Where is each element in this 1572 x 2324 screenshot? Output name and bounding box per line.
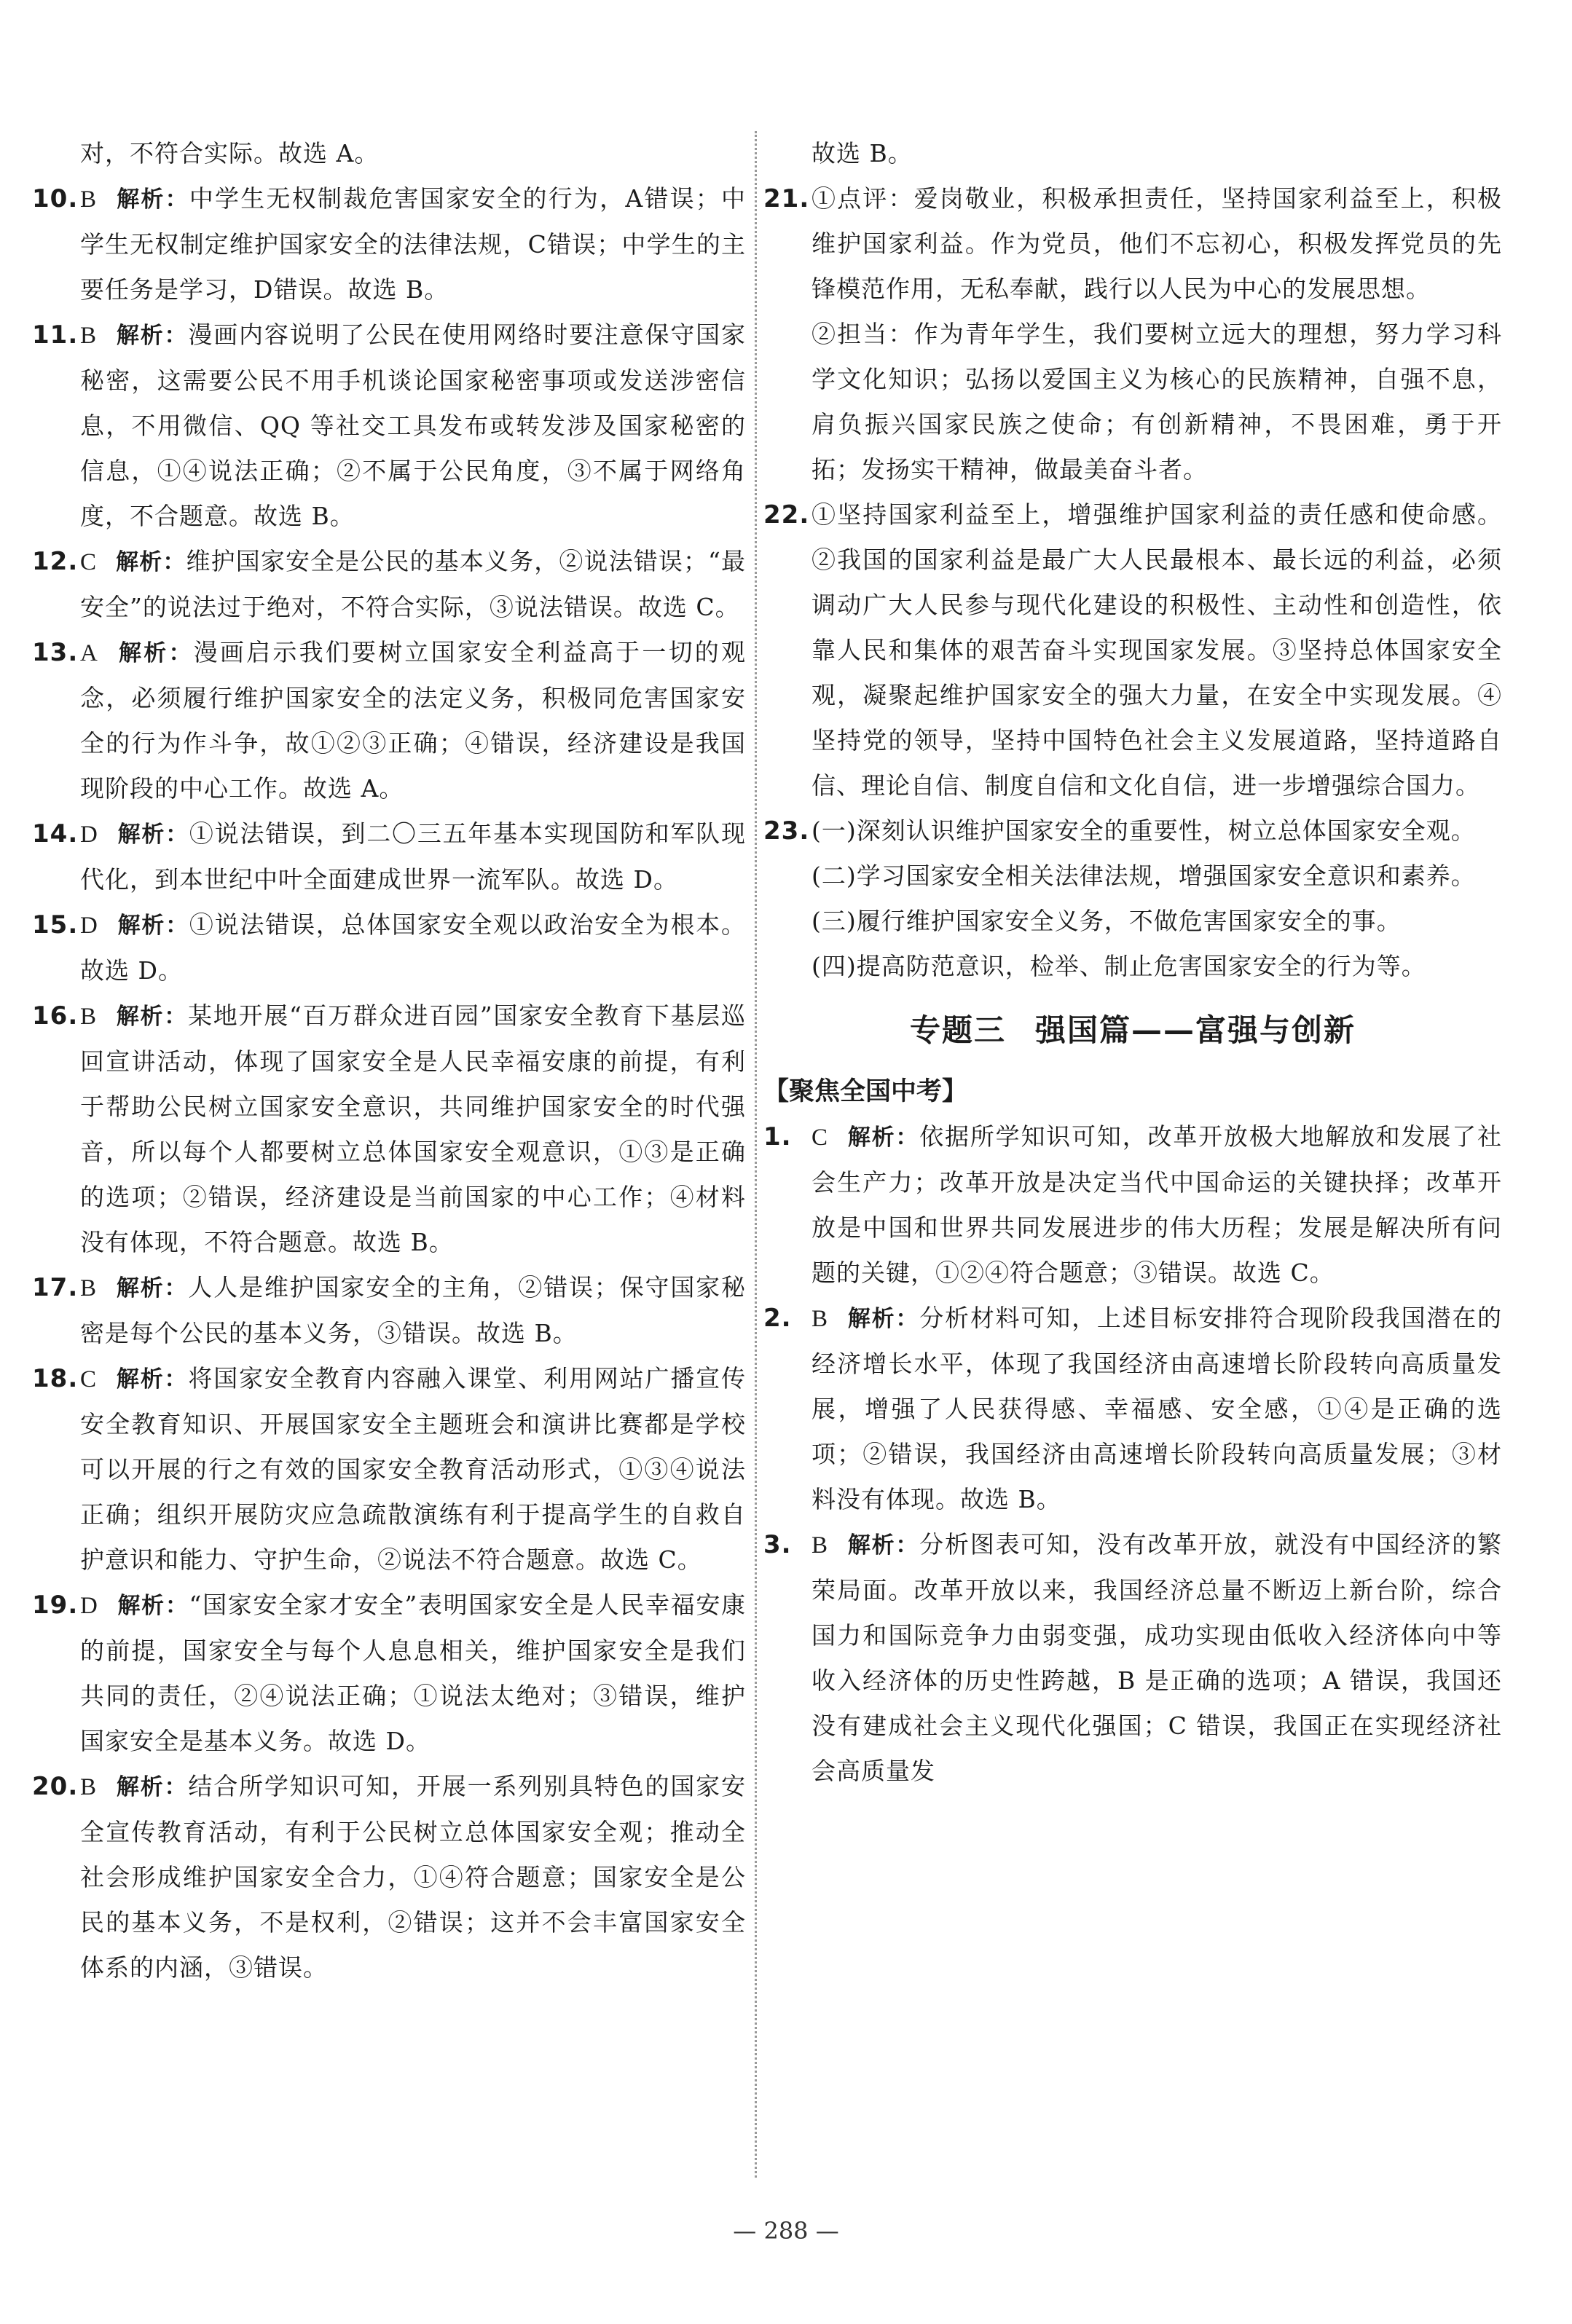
answer-letter: B [80,186,98,213]
answer-letter: B [80,1275,98,1301]
analysis-text: 分析材料可知，上述目标安排符合现阶段我国潜在的经济增长水平，体现了我国经济由高速增长阶段转向高质量发展，增强了人民获得感、幸福感、安全感，①④是正确的选项；②错误，我国经济由高速增长阶段转向高质量发展；③材料没有体现。故选 B。 [811,1304,1503,1513]
answer-paragraph: ①点评：爱岗敬业，积极承担责任，坚持国家利益至上，积极维护国家利益。作为党员，他们不忘初心，积极发挥党员的先锋模范作用，无私奉献，践行以人民为中心的发展思想。 [811,184,1502,303]
item-number: 11. [32,320,79,350]
analysis-text: 漫画启示我们要树立国家安全利益高于一切的观念，必须履行维护国家安全的法定义务，积极同危害国家安全的行为作斗争，故①②③正确；④错误，经济建设是我国现阶段的中心工作。故选 A。 [80,638,746,803]
answer-item [32,630,746,811]
answer-letter: D [80,822,98,848]
section-number: 专题三 [909,1012,1006,1048]
item-number: 23. [763,816,810,846]
analysis-label: 解析： [116,1366,189,1393]
item-number: 19. [32,1591,79,1620]
item-number: 13. [32,638,79,667]
answer-item [32,1265,746,1356]
answer-paragraph: (四)提高防范意识，检举、制止危害国家安全的行为等。 [811,952,1426,980]
analysis-label: 解析： [117,913,189,939]
analysis-label: 解析： [847,1124,920,1151]
answer-paragraph: (二)学习国家安全相关法律法规，增强国家安全意识和素养。 [811,862,1476,890]
item-number: 18. [32,1364,79,1393]
answer-item [763,1296,1502,1522]
answer-item [32,811,746,902]
continued-text: 对，不符合实际。故选 A。 [80,139,380,168]
analysis-text: 中学生无权制裁危害国家安全的行为，A错误；中学生无权制定维护国家安全的法律法规，C错误；中学生的主要任务是学习，D错误。故选 B。 [80,184,746,304]
item-number: 14. [32,819,79,848]
analysis-text: 人人是维护国家安全的主角，②错误；保守国家秘密是每个公民的基本义务，③错误。故选 B。 [80,1273,747,1347]
answer-paragraph: (三)履行维护国家安全义务，不做危害国家安全的事。 [811,907,1402,935]
answer-letter: C [811,1124,829,1151]
analysis-label: 解析： [116,1774,189,1800]
right-column [763,131,1502,1794]
analysis-text: 维护国家安全是公民的基本义务，②说法错误；“最安全”的说法过于绝对，不符合实际，③说法错误。故选 C。 [80,547,746,621]
item-number: 15. [32,910,79,940]
answer-item [32,539,746,630]
column-divider [755,131,757,2178]
analysis-label: 解析： [117,640,194,666]
answer-letter: A [80,640,98,666]
answer-item [32,312,746,539]
answer-letter: C [80,1366,98,1393]
left-column [32,131,746,1990]
item-number: 3. [763,1530,792,1559]
item-number: 2. [763,1304,792,1333]
answer-letter: B [80,1004,98,1030]
answer-item [32,993,746,1265]
item-number: 20. [32,1772,79,1801]
analysis-text: ①说法错误，到二〇三五年基本实现国防和军队现代化，到本世纪中叶全面建成世界一流军队。故选 D。 [80,819,747,894]
analysis-label: 解析： [116,549,186,575]
answer-item [32,902,746,993]
item-number: 16. [32,1001,79,1031]
continued-text: 故选 B。 [811,139,913,168]
item-number: 22. [763,500,810,529]
analysis-text: 依据所学知识可知，改革开放极大地解放和发展了社会生产力；改革开放是决定当代中国命运的关键抉择；改革开放是中国和世界共同发展进步的伟大历程；发展是解决所有问题的关键，①②④符合题意；③错误。故选 C。 [811,1122,1503,1287]
analysis-text: 分析图表可知，没有改革开放，就没有中国经济的繁荣局面。改革开放以来，我国经济总量不断迈上新台阶，综合国力和国际竞争力由弱变强，成功实现由低收入经济体向中等收入经济体的历史性跨越，B 是正确的选项；A 错误，我国还没有建成社会主义现代化强国；C 错误，我国正在实现经济社会高质量发 [811,1530,1503,1785]
analysis-text: 将国家安全教育内容融入课堂、利用网站广播宣传安全教育知识、开展国家安全主题班会和演讲比赛都是学校可以开展的行之有效的国家安全教育活动形式，①③④说法正确；组织开展防灾应急疏散演练有利于提高学生的自救自护意识和能力、守护生命，②说法不符合题意。故选 C。 [80,1364,747,1574]
analysis-text: 结合所学知识可知，开展一系列别具特色的国家安全宣传教育活动，有利于公民树立总体国家安全观；推动全社会形成维护国家安全合力，①④符合题意；国家安全是公民的基本义务，不是权利，②错误；这并不会丰富国家安全体系的内涵，③错误。 [80,1772,747,1982]
answer-item [32,1356,746,1583]
answer-paragraph: ①坚持国家利益至上，增强维护国家利益的责任感和使命感。②我国的国家利益是最广大人民最根本、最长远的利益，必须调动广大人民参与现代化建设的积极性、主动性和创造性，依靠人民和集体的艰苦奋斗实现国家发展。③坚持总体国家安全观，凝聚起维护国家安全的强大力量，在安全中实现发展。④坚持党的领导，坚持中国特色社会主义发展道路，坚持道路自信、理论自信、制度自信和文化自信，进一步增强综合国力。 [811,500,1502,800]
answer-item [32,1583,746,1764]
page-number: — 288 — [733,2217,839,2245]
answer-paragraph: ②担当：作为青年学生，我们要树立远大的理想，努力学习科学文化知识；弘扬以爱国主义为核心的民族精神，自强不息，肩负振兴国家民族之使命；有创新精神，不畏困难，勇于开拓；发扬实干精神，做最美奋斗者。 [811,320,1502,484]
answer-paragraph: (一)深刻认识维护国家安全的重要性，树立总体国家安全观。 [811,816,1476,845]
answer-item [32,1764,746,1990]
item-number: 12. [32,547,79,576]
item-number: 10. [32,184,79,213]
answer-item [763,492,1502,808]
analysis-label: 解析： [116,1275,189,1301]
answer-item [763,176,1502,492]
analysis-label: 解析： [847,1532,920,1559]
answer-item [763,1522,1502,1794]
analysis-label: 解析： [116,323,189,349]
answer-letter: B [80,1774,98,1800]
analysis-label: 解析： [847,1306,920,1332]
item-number: 21. [763,184,810,213]
analysis-text: ①说法错误，总体国家安全观以政治安全为根本。故选 D。 [80,910,747,985]
analysis-label: 解析： [116,186,189,213]
answer-item [32,176,746,312]
analysis-text: 某地开展“百万群众进百园”国家安全教育下基层巡回宣讲活动，体现了国家安全是人民幸福安康的前提，有利于帮助公民树立国家安全意识，共同维护国家安全的时代强音，所以每个人都要树立总体国家安全观意识，①③是正确的选项；②错误，经济建设是当前国家的中心工作；④材料没有体现，不符合题意。故选 B。 [80,1001,747,1256]
analysis-text: “国家安全家才安全”表明国家安全是人民幸福安康的前提，国家安全与每个人息息相关，维护国家安全是我们共同的责任，②④说法正确；①说法太绝对；③错误，维护国家安全是基本义务。故选 D。 [80,1591,747,1755]
answer-item [763,808,1502,989]
analysis-label: 解析： [116,1004,188,1030]
answer-letter: C [80,549,98,575]
answer-letter: D [80,1593,98,1619]
answer-letter: D [80,913,98,939]
answer-letter: B [811,1532,829,1559]
item-number: 1. [763,1122,792,1151]
answer-letter: B [80,323,98,349]
section-name: 强国篇——富强与创新 [1035,1012,1356,1048]
subsection-heading: 【聚焦全国中考】 [763,1077,968,1106]
analysis-label: 解析： [117,822,189,848]
section-title [763,1005,1502,1056]
analysis-text: 漫画内容说明了公民在使用网络时要注意保守国家秘密，这需要公民不用手机谈论国家秘密事项或发送涉密信息，不用微信、QQ 等社交工具发布或转发涉及国家秘密的信息，①④说法正确；②不属于公民角度，③不属于网络角度，不合题意。故选 B。 [80,320,747,530]
answer-item [763,1114,1502,1296]
answer-letter: B [811,1306,829,1332]
analysis-label: 解析： [117,1593,189,1619]
item-number: 17. [32,1273,79,1302]
